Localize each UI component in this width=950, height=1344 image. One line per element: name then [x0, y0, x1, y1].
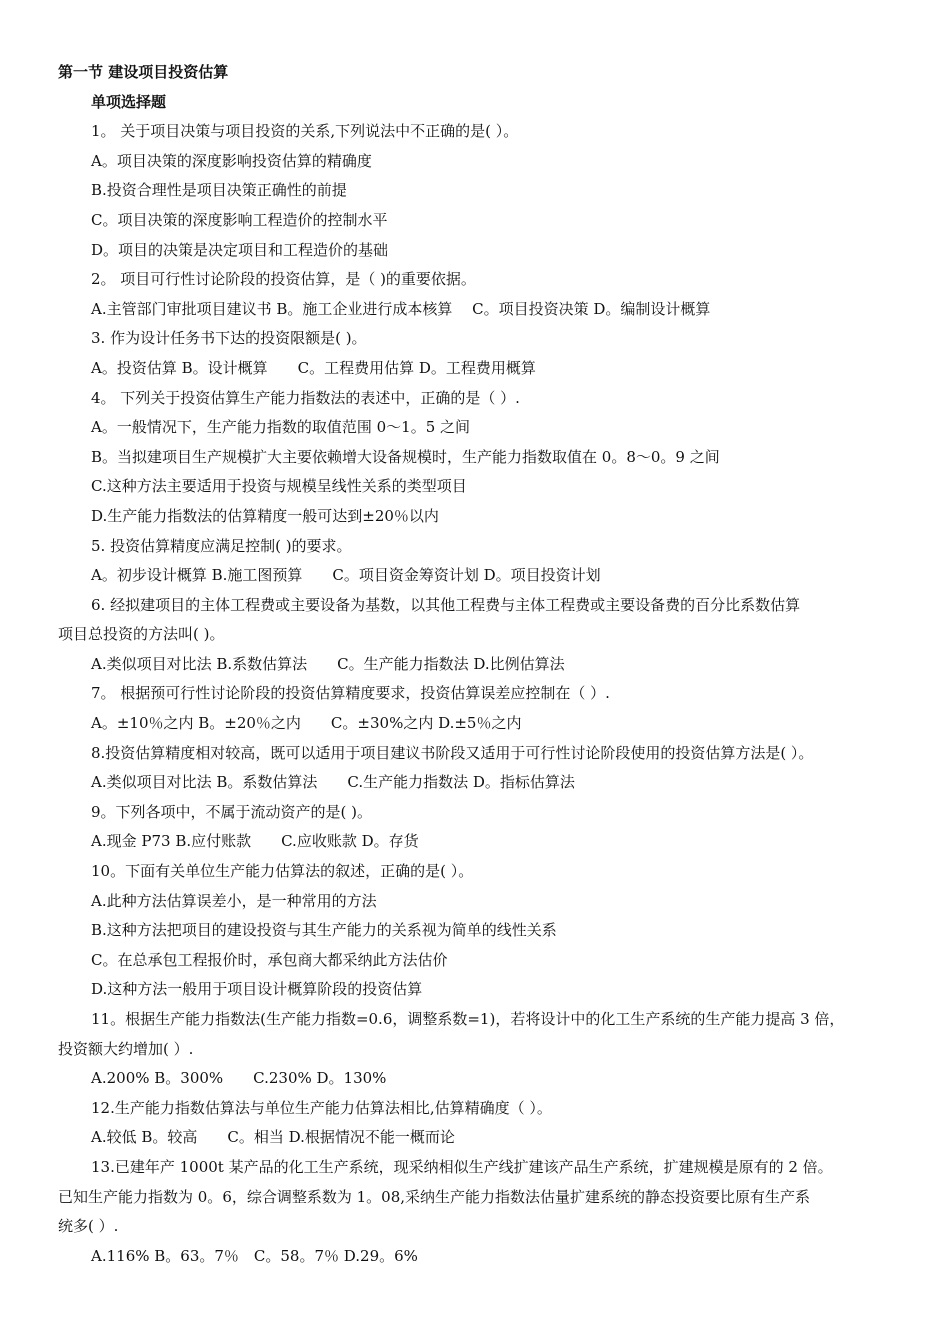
question-6-continued: 项目总投资的方法叫( )。 — [58, 625, 225, 644]
question-13-continued-1: 已知生产能力指数为 0。6，综合调整系数为 1。08,采纳生产能力指数法估量扩建系统的静态投资要比原有生产系 — [58, 1187, 811, 1206]
q4-option-c: C.这种方法主要适用于投资与规模呈线性关系的类型项目 — [91, 477, 467, 496]
question-6: 6. 经拟建项目的主体工程费或主要设备为基数，以其他工程费与主体工程费或主要设备费的百分比系数估算 — [91, 595, 801, 614]
question-9: 9。下列各项中，不属于流动资产的是( )。 — [91, 802, 373, 821]
q6-options: A.类似项目对比法 B.系数估算法 C。生产能力指数法 D.比例估算法 — [91, 654, 565, 673]
q9-options: A.现金 P73 B.应付账款 C.应收账款 D。存货 — [91, 832, 419, 851]
q4-option-b: B。当拟建项目生产规模扩大主要依赖增大设备规模时，生产能力指数取值在 0。8～0。9 之间 — [91, 447, 720, 466]
q1-option-b: B.投资合理性是项目决策正确性的前提 — [91, 181, 347, 200]
question-13: 13.已建年产 1000t 某产品的化工生产系统，现采纳相似生产线扩建该产品生产系统，扩建规模是原有的 2 倍。 — [91, 1157, 833, 1176]
question-8: 8.投资估算精度相对较高，既可以适用于项目建议书阶段又适用于可行性讨论阶段使用的投资估算方法是( ）。 — [91, 743, 814, 762]
q10-option-d: D.这种方法一般用于项目设计概算阶段的投资估算 — [91, 980, 423, 999]
q7-options: A。±10％之内 B。±20％之内 C。±30%之内 D.±5％之内 — [91, 714, 522, 733]
question-5: 5. 投资估算精度应满足控制( )的要求。 — [91, 536, 352, 555]
q10-option-c: C。在总承包工程报价时，承包商大都采纳此方法估价 — [91, 950, 448, 969]
q8-options: A.类似项目对比法 B。系数估算法 C.生产能力指数法 D。指标估算法 — [91, 773, 575, 792]
q4-option-a: A。一般情况下，生产能力指数的取值范围 0～1。5 之间 — [91, 418, 471, 437]
q5-options: A。初步设计概算 B.施工图预算 C。项目资金筹资计划 D。项目投资计划 — [91, 566, 601, 585]
question-11: 11。根据生产能力指数法(生产能力指数=0.6，调整系数=1)，若将设计中的化工生产系统的生产能力提高 3 倍， — [91, 1010, 845, 1028]
q3-options: A。投资估算 B。设计概算 C。工程费用估算 D。工程费用概算 — [91, 358, 536, 377]
q2-options: A.主管部门审批项目建议书 B。施工企业进行成本核算 C。项目投资决策 D。编制设计概算 — [91, 299, 711, 318]
question-7: 7。 根据预可行性讨论阶段的投资估算精度要求，投资估算误差应控制在（ ）. — [91, 684, 610, 703]
question-1: 1。 关于项目决策与项目投资的关系,下列说法中不正确的是( ）。 — [91, 122, 519, 141]
subsection-title: 单项选择题 — [91, 92, 167, 111]
q4-option-d: D.生产能力指数法的估算精度一般可达到±20％以内 — [91, 506, 439, 525]
question-10: 10。下面有关单位生产能力估算法的叙述，正确的是( ）。 — [91, 862, 474, 881]
question-12: 12.生产能力指数估算法与单位生产能力估算法相比,估算精确度（ ）。 — [91, 1098, 552, 1117]
question-11-continued: 投资额大约增加( ）. — [58, 1039, 194, 1058]
q1-option-a: A。项目决策的深度影响投资估算的精确度 — [91, 151, 372, 170]
q1-option-d: D。项目的决策是决定项目和工程造价的基础 — [91, 240, 389, 259]
section-title: 第一节 建设项目投资估算 — [58, 63, 229, 81]
q11-options: A.200% B。300% C.230% D。130% — [91, 1069, 387, 1088]
q1-option-c: C。项目决策的深度影响工程造价的控制水平 — [91, 210, 388, 229]
question-4: 4。 下列关于投资估算生产能力指数法的表述中，正确的是（ ）. — [91, 388, 520, 407]
q10-option-b: B.这种方法把项目的建设投资与其生产能力的关系视为简单的线性关系 — [91, 921, 557, 940]
q10-option-a: A.此种方法估算误差小，是一种常用的方法 — [91, 891, 377, 910]
question-13-continued-2: 统多( ）. — [58, 1217, 119, 1236]
question-3: 3. 作为设计任务书下达的投资限额是( )。 — [91, 329, 367, 348]
q12-options: A.较低 B。较高 C。相当 D.根据情况不能一概而论 — [91, 1128, 455, 1147]
question-2: 2。 项目可行性讨论阶段的投资估算，是（ )的重要依据。 — [91, 270, 476, 289]
q13-options: A.116% B。63。7％ C。58。7％ D.29。6% — [91, 1246, 418, 1265]
